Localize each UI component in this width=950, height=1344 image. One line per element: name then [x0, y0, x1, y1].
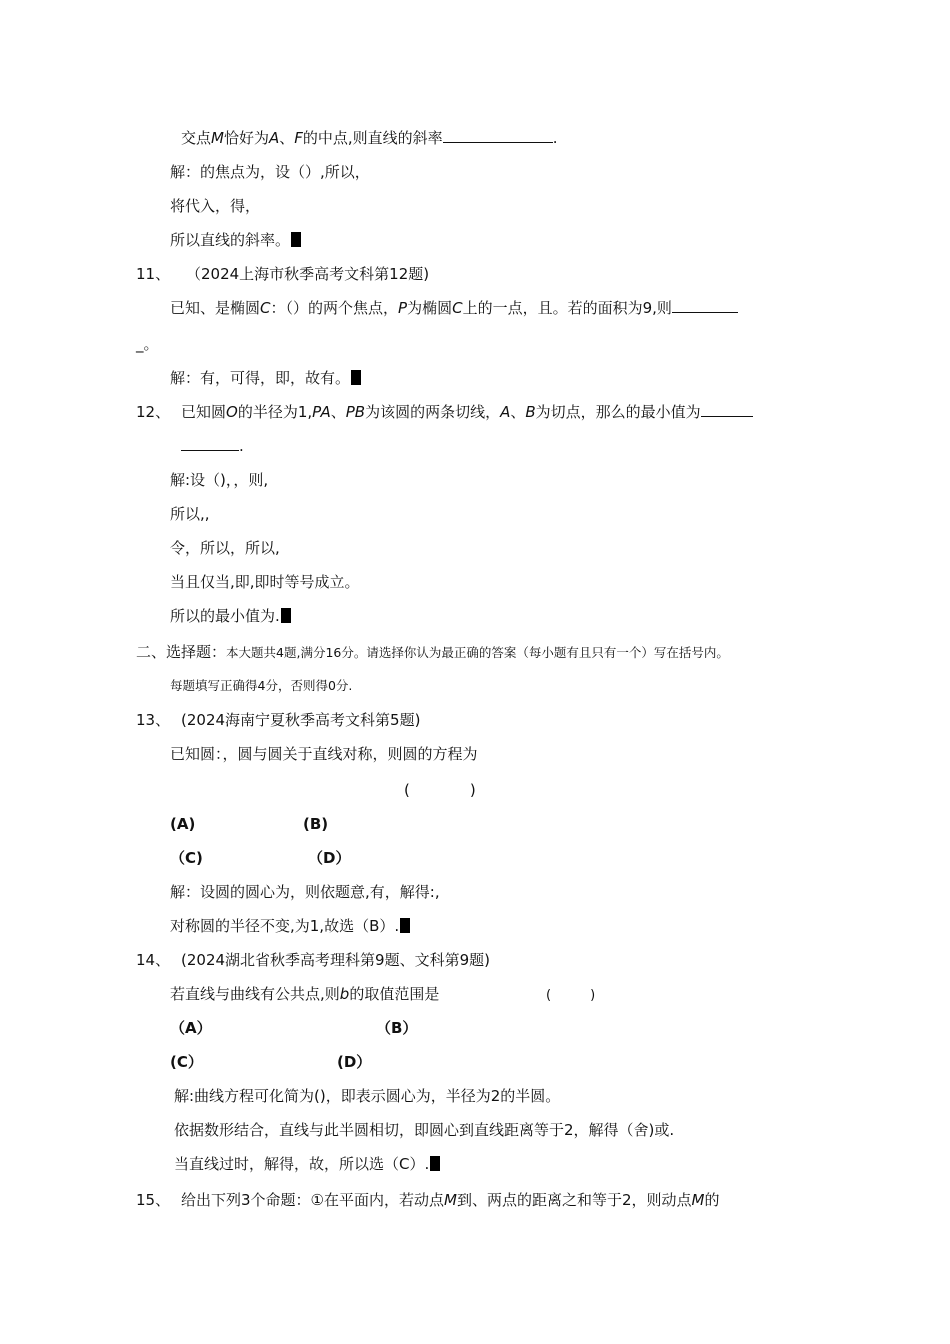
q12-text: 为该圆的两条切线， [365, 403, 501, 421]
qed-mark [281, 608, 291, 623]
qed-mark [351, 370, 361, 385]
section2-heading-line [136, 642, 729, 663]
var-p: P [398, 299, 408, 317]
q13-source: (2024海南宁夏秋季高考文科第5题) [181, 711, 421, 729]
q13-solution-2 [170, 916, 410, 936]
q14-solution-3 [174, 1154, 440, 1174]
q15-stem [181, 1190, 719, 1210]
q11-sol-text: 解：有，可得，即，故有。 [170, 369, 351, 387]
q11-number: 11、 [136, 265, 171, 283]
q10-solution-3 [170, 230, 301, 250]
q11-text: 已知、是椭圆 [170, 299, 261, 317]
q14-text: 的取值范围是 [349, 985, 440, 1003]
q10-text: 恰好为 [223, 129, 269, 147]
q10-sol-text: 将代入，得， [170, 197, 261, 215]
q12-text: 、 [510, 403, 526, 421]
answer-blank[interactable] [443, 128, 553, 143]
q10-text: 、 [279, 129, 295, 147]
var-c: C [260, 299, 271, 317]
q10-text: . [552, 129, 558, 147]
var-o: O [226, 403, 238, 421]
q10-text: 交点 [181, 129, 212, 147]
q11-continuation: _。 [136, 335, 159, 353]
q15-text: 到、两点的距离之和等于2，则动点 [456, 1191, 692, 1209]
q12-sol-text: 所以的最小值为. [170, 607, 280, 625]
q15-text: 给出下列3个命题：①在平面内，若动点 [181, 1191, 444, 1209]
q12-text: 为切点，那么的最小值为 [535, 403, 701, 421]
var-m: M [444, 1191, 457, 1209]
section2-desc-2: 每题填写正确得4分，否则得0分. [170, 678, 353, 693]
q11-text: ：（）的两个焦点， [270, 299, 399, 317]
answer-blank[interactable] [701, 402, 753, 417]
q10-solution-2 [170, 196, 260, 216]
q14-answer-paren[interactable]: ( ) [546, 988, 596, 1003]
q13-stem: 已知圆：，圆与圆关于直线对称，则圆的方程为 [170, 745, 478, 763]
var-m: M [211, 129, 224, 147]
q12-solution-5 [170, 606, 291, 626]
q12-number: 12、 [136, 403, 171, 421]
q12-continuation [181, 436, 244, 456]
q14-source: (2024湖北省秋季高考理科第9题、文科第9题) [181, 951, 490, 969]
section-desc: 本大题共4题,满分16分。请选择你认为最正确的答案（每小题有且只有一个）写在括号内。 [226, 645, 729, 660]
var-a: A [268, 129, 280, 147]
qed-mark [291, 232, 301, 247]
q11-text: 为椭圆 [407, 299, 453, 317]
q14-solution-1: 解:曲线方程可化简为()，即表示圆心为，半径为2的半圆。 [174, 1087, 561, 1105]
q13-answer-paren[interactable]: ( ) [404, 781, 476, 799]
answer-blank[interactable] [672, 298, 738, 313]
q12-stem [181, 402, 753, 422]
var-pa: PA [312, 403, 331, 421]
q12-solution-4: 当且仅当,即,即时等号成立。 [170, 573, 360, 591]
q13-option-b[interactable]: (B) [303, 815, 329, 833]
q12-text: 的半径为1, [237, 403, 313, 421]
q10-text: 的中点,则直线的斜率 [302, 129, 443, 147]
q13-option-d[interactable]: （D） [308, 849, 351, 867]
var-a: A [500, 403, 511, 421]
q13-option-a[interactable]: (A) [170, 815, 196, 833]
var-m: M [691, 1191, 705, 1209]
q14-solution-2: 依据数形结合，直线与此半圆相切，即圆心到直线距离等于2，解得（舍)或. [174, 1121, 675, 1139]
q14-option-b[interactable]: （B） [376, 1019, 418, 1037]
q14-option-a[interactable]: （A） [170, 1019, 212, 1037]
q11-text: 上的一点，且。若的面积为9,则 [462, 299, 672, 317]
qed-mark [400, 918, 410, 933]
q13-solution-1: 解：设圆的圆心为，则依题意,有，解得:, [170, 883, 440, 901]
q11-source: （2024上海市秋季高考文科第12题) [186, 265, 430, 283]
q12-solution-1: 解:设（)，，则, [170, 471, 269, 489]
q10-sol-text: 解：的焦点为，设（）,所以， [170, 163, 370, 181]
q14-option-c[interactable]: (C） [170, 1053, 203, 1071]
q14-option-d[interactable]: (D） [337, 1053, 372, 1071]
section-heading: 二、选择题： [136, 643, 227, 661]
q11-stem [170, 298, 738, 318]
q12-solution-2: 所以,, [170, 505, 210, 523]
q12-text: 、 [330, 403, 346, 421]
var-c: C [452, 299, 463, 317]
q14-number: 14、 [136, 951, 171, 969]
q10-solution-1 [170, 162, 370, 182]
q13-sol-text: 对称圆的半径不变,为1,故选（B）. [170, 917, 400, 935]
q12-text: 已知圆 [181, 403, 227, 421]
qed-mark [430, 1156, 440, 1171]
q15-number: 15、 [136, 1191, 171, 1209]
var-b: B [525, 403, 536, 421]
q11-solution [170, 368, 361, 388]
var-b: b [339, 985, 350, 1003]
q10-sol-text: 所以直线的斜率。 [170, 231, 291, 249]
q10-line1 [181, 128, 557, 148]
q13-number: 13、 [136, 711, 171, 729]
q14-sol-text: 当直线过时，解得，故，所以选（C）. [174, 1155, 430, 1173]
q14-text: 若直线与曲线有公共点,则 [170, 985, 340, 1003]
q12-text: . [239, 437, 244, 455]
answer-blank[interactable] [181, 436, 239, 451]
var-pb: PB [345, 403, 366, 421]
q12-solution-3: 令，所以，所以, [170, 539, 280, 557]
var-f: F [294, 129, 303, 147]
q15-text: 的 [704, 1191, 720, 1209]
q14-stem [170, 984, 439, 1004]
q13-option-c[interactable]: （C) [170, 849, 203, 867]
